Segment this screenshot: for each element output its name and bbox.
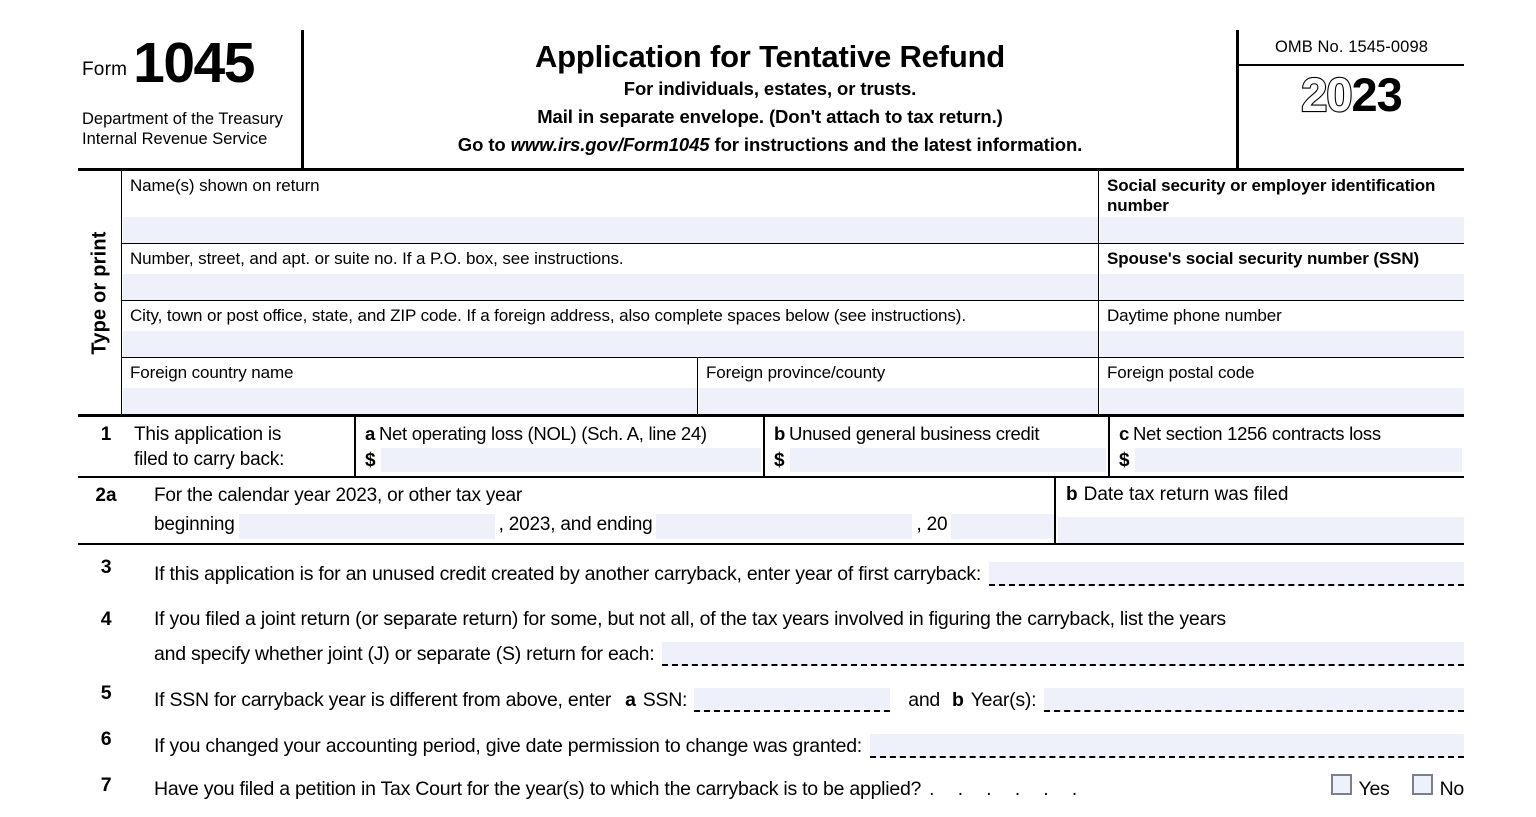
line-7-dot-leaders: . . . . . .	[929, 779, 1087, 800]
line-1c-cell[interactable]	[1108, 417, 1464, 476]
tax-year-digits: 23	[1351, 68, 1402, 121]
phone-label: Daytime phone number	[1107, 305, 1282, 325]
foreign-postal-label: Foreign postal code	[1107, 362, 1255, 382]
line-4-row	[78, 608, 1464, 666]
city-input[interactable]	[123, 331, 1098, 357]
entity-row-foreign	[122, 358, 1464, 414]
line-2b-label: Date tax return was filed	[1083, 484, 1289, 505]
line-1a-cell[interactable]	[354, 417, 763, 476]
dollar-sign-1b: $	[774, 450, 785, 471]
foreign-country-field-cell[interactable]	[122, 358, 697, 414]
line-7-content	[154, 774, 1464, 801]
ssn-input[interactable]	[1100, 217, 1464, 243]
ending-year-input[interactable]	[951, 514, 1054, 539]
line-7-text: Have you filed a petition in Tax Court for the year(s) to which the carryback is to be applied?	[154, 778, 922, 800]
name-input[interactable]	[123, 217, 1098, 243]
name-field-cell[interactable]	[122, 171, 1098, 243]
page-title: Application for Tentative Refund	[534, 39, 1006, 74]
irs-url[interactable]: www.irs.gov/Form1045	[510, 133, 710, 155]
foreign-postal-field-cell[interactable]	[1098, 358, 1464, 414]
goto-text-pre: Go to	[457, 133, 511, 155]
form-header	[78, 30, 1464, 168]
beginning-label: beginning	[154, 514, 235, 535]
tax-year	[1301, 68, 1402, 122]
line-6-content	[154, 728, 1464, 758]
line-1a-caption	[356, 423, 763, 445]
omb-number: OMB No. 1545-0098	[1239, 30, 1464, 66]
phone-input[interactable]	[1100, 331, 1464, 357]
department-line-1: Department of the Treasury	[82, 110, 283, 129]
line-1b-amount-row	[765, 448, 1108, 472]
line-1c-amount-input[interactable]	[1135, 448, 1462, 472]
tax-year-century: 20	[1301, 68, 1352, 121]
dollar-sign-1c: $	[1119, 450, 1130, 471]
line-1b-label: Unused general business credit	[789, 423, 1040, 444]
line-1b-cell[interactable]	[763, 417, 1108, 476]
foreign-country-input[interactable]	[123, 388, 697, 414]
phone-field-cell[interactable]	[1098, 301, 1464, 357]
line-5a-label: SSN:	[642, 689, 688, 711]
line-2a-end-text: , 20	[916, 514, 948, 535]
taxpayer-entity-block	[78, 168, 1464, 417]
line-3-number: 3	[100, 556, 112, 578]
line-5-and-word: and	[908, 689, 941, 711]
line-7-number: 7	[100, 774, 112, 796]
line-7-no-label: No	[1439, 778, 1464, 800]
line-3-content	[154, 556, 1464, 586]
line-5b-label: Year(s):	[970, 689, 1037, 711]
line-1-carryback-row	[78, 417, 1464, 478]
subtitle-line-3	[304, 131, 1236, 159]
line-7-row	[78, 774, 1464, 801]
form-identity-block	[78, 30, 304, 168]
line-1c-label: Net section 1256 contracts loss	[1133, 423, 1381, 444]
line-2-tax-year-row	[78, 478, 1464, 545]
subtitle-line-2: Mail in separate envelope. (Don't attach to tax return.)	[537, 105, 1003, 127]
line-1a-letter: a	[365, 423, 375, 444]
dollar-sign-1a: $	[365, 450, 376, 471]
line-5-text: If SSN for carryback year is different from above, enter	[154, 689, 612, 711]
department-line-2: Internal Revenue Service	[82, 130, 268, 149]
ssn-label: Social security or employer identification number	[1107, 176, 1436, 216]
line-1a-label: Net operating loss (NOL) (Sch. A, line 24)	[379, 423, 707, 444]
line-4-text-1: If you filed a joint return (or separate return) for some, but not all, of the tax years involved in figuring the carryback, list the years	[154, 608, 1226, 630]
form-number-line	[78, 31, 291, 95]
street-field-cell[interactable]	[122, 244, 1098, 300]
line-5-number: 5	[100, 682, 112, 704]
line-1-number: 1	[100, 424, 112, 445]
agency-block	[78, 109, 291, 149]
line-1b-letter: b	[774, 423, 786, 444]
line-4-text-2: and specify whether joint (J) or separate (S) return for each:	[154, 643, 655, 665]
goto-text-post: for instructions and the latest information.	[709, 133, 1083, 155]
foreign-province-label: Foreign province/county	[706, 362, 886, 382]
line-5b-years-input[interactable]	[1044, 688, 1464, 712]
entity-row-name	[122, 171, 1464, 244]
line-3-row	[78, 556, 1464, 586]
street-label: Number, street, and apt. or suite no. If a P.O. box, see instructions.	[130, 248, 624, 268]
line-1a-amount-input[interactable]	[381, 448, 761, 472]
line-4-content-2	[154, 636, 1464, 666]
line-5a-letter: a	[625, 689, 636, 711]
line-3-year-input[interactable]	[989, 562, 1464, 586]
line-1c-letter: c	[1119, 423, 1129, 444]
line-2b-date-input[interactable]	[1058, 517, 1464, 543]
form-number: 1045	[133, 31, 254, 95]
line-5a-ssn-input[interactable]	[694, 688, 890, 712]
line-6-number: 6	[100, 728, 112, 750]
line-1-lead-2: filed to carry back:	[134, 448, 285, 470]
line-6-row	[78, 728, 1464, 758]
line-5b-letter: b	[952, 689, 964, 711]
line-5-row	[78, 682, 1464, 712]
form-word-label: Form	[82, 59, 128, 81]
line-1b-amount-input[interactable]	[790, 448, 1106, 472]
line-1b-caption	[765, 423, 1108, 445]
beginning-date-input[interactable]	[239, 514, 495, 539]
line-4-number: 4	[100, 608, 112, 630]
line-7-yes-label: Yes	[1358, 778, 1390, 800]
line-3-text: If this application is for an unused credit created by another carryback, enter year of first carryback:	[154, 563, 981, 585]
line-7-yes-checkbox[interactable]	[1331, 774, 1352, 795]
tax-year-box	[1239, 66, 1464, 122]
line-2b-cell[interactable]	[1054, 478, 1464, 543]
line-1-lead-text	[134, 417, 354, 476]
name-label: Name(s) shown on return	[130, 176, 320, 195]
type-or-print-label: Type or print	[88, 230, 110, 355]
ssn-field-cell[interactable]	[1098, 171, 1464, 243]
entity-fields	[122, 171, 1464, 414]
type-or-print-sidebar	[78, 171, 122, 414]
line-1c-caption	[1110, 423, 1464, 445]
spouse-ssn-input[interactable]	[1100, 274, 1464, 300]
street-input[interactable]	[123, 274, 1098, 300]
spouse-ssn-label: Spouse's social security number (SSN)	[1107, 248, 1420, 268]
line-2b-letter: b	[1066, 484, 1078, 505]
form-title-block	[304, 30, 1236, 168]
city-label: City, town or post office, state, and ZIP code. If a foreign address, also complete spaces below (see instructions).	[130, 305, 966, 325]
line-2a-mid-text: , 2023, and ending	[498, 514, 653, 535]
entity-row-street	[122, 244, 1464, 301]
subtitle-line-1: For individuals, estates, or trusts.	[623, 77, 917, 99]
foreign-province-input[interactable]	[699, 388, 1098, 414]
line-2a-number: 2a	[95, 485, 117, 506]
entity-row-city	[122, 301, 1464, 358]
city-field-cell[interactable]	[122, 301, 1098, 357]
line-6-text: If you changed your accounting period, give date permission to change was granted:	[154, 735, 862, 757]
foreign-province-field-cell[interactable]	[697, 358, 1098, 414]
line-1c-amount-row	[1110, 448, 1464, 472]
line-2a-cell	[78, 478, 1054, 543]
spouse-ssn-field-cell[interactable]	[1098, 244, 1464, 300]
line-2a-period-row	[154, 514, 1054, 539]
line-1a-amount-row	[356, 448, 763, 472]
foreign-country-label: Foreign country name	[130, 362, 294, 382]
ending-date-input[interactable]	[656, 514, 912, 539]
line-5-content	[154, 682, 1464, 712]
line-4-years-input[interactable]	[662, 642, 1464, 666]
line-7-no-checkbox[interactable]	[1412, 774, 1433, 795]
line-2b-caption	[1056, 478, 1464, 506]
line-2a-text: For the calendar year 2023, or other tax year	[154, 485, 523, 506]
line-1-lead-1: This application is	[134, 424, 282, 445]
foreign-postal-input[interactable]	[1100, 388, 1464, 414]
omb-year-block	[1236, 30, 1464, 168]
line-6-date-input[interactable]	[870, 734, 1464, 758]
